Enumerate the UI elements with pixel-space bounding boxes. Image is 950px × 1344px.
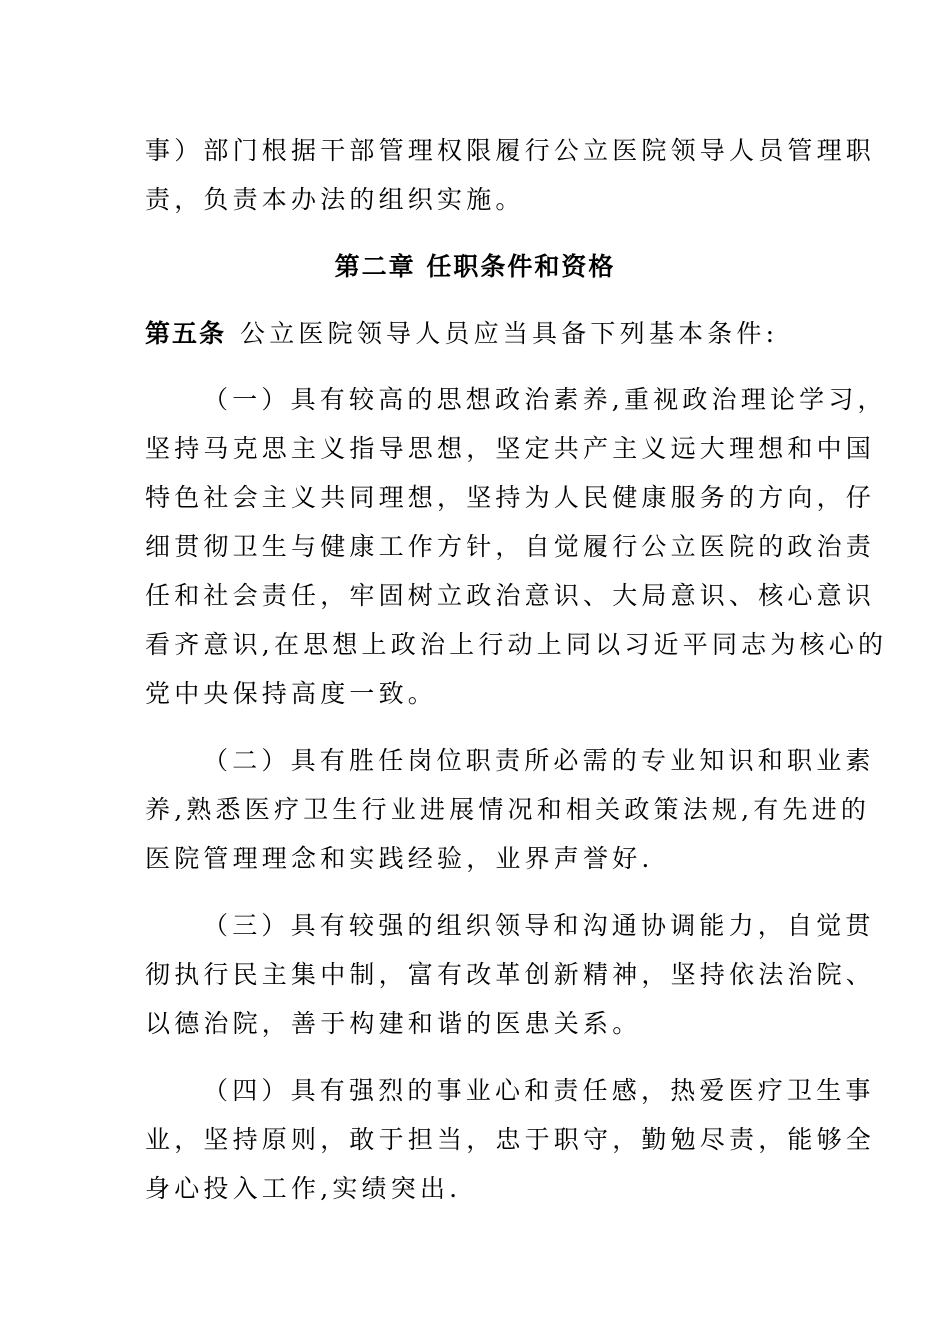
article-text: 公立医院领导人员应当具备下列基本条件: [240,319,779,348]
item-3-line-3: 以德治院，善于构建和谐的医患关系。 [145,1009,642,1038]
item-1-line-4: 细贯彻卫生与健康工作方针，自觉履行公立医院的政治责 [145,532,876,561]
item-1-line-6: 看齐意识,在思想上政治上行动上同以习近平同志为核心的 [145,630,888,659]
intro-line-2: 责，负责本办法的组织实施。 [145,185,525,214]
intro-line-1: 事）部门根据干部管理权限履行公立医院领导人员管理职 [145,136,876,165]
chapter-title: 第二章 任职条件和资格 [334,252,616,281]
article-line [145,317,778,351]
item-1-line-1: （一）具有较高的思想政治素养,重视政治理论学习， [203,385,887,414]
item-2-line-1: （二）具有胜任岗位职责所必需的专业知识和职业素 [203,746,875,775]
item-3-line-2: 彻执行民主集中制，富有改革创新精神，坚持依法治院、 [145,960,876,989]
item-4-line-3: 身心投入工作,实绩突出. [145,1174,462,1203]
item-4-line-2: 业，坚持原则，敢于担当，忠于职守，勤勉尽责，能够全 [145,1125,876,1154]
item-1-line-5: 任和社会责任，牢固树立政治意识、大局意识、核心意识 [145,581,876,610]
item-1-line-2: 坚持马克思主义指导思想，坚定共产主义远大理想和中国 [145,434,876,463]
item-2-line-3: 医院管理理念和实践经验，业界声誉好. [145,844,654,873]
item-1-line-3: 特色社会主义共同理想，坚持为人民健康服务的方向，仔 [145,483,876,512]
article-label: 第五条 [145,319,227,348]
item-3-line-1: （三）具有较强的组织领导和沟通协调能力，自觉贯 [203,911,875,940]
item-1-line-7: 党中央保持高度一致。 [145,679,438,708]
item-2-line-2: 养,熟悉医疗卫生行业进展情况和相关政策法规,有先进的 [145,795,871,824]
item-4-line-1: （四）具有强烈的事业心和责任感，热爱医疗卫生事 [203,1076,875,1105]
